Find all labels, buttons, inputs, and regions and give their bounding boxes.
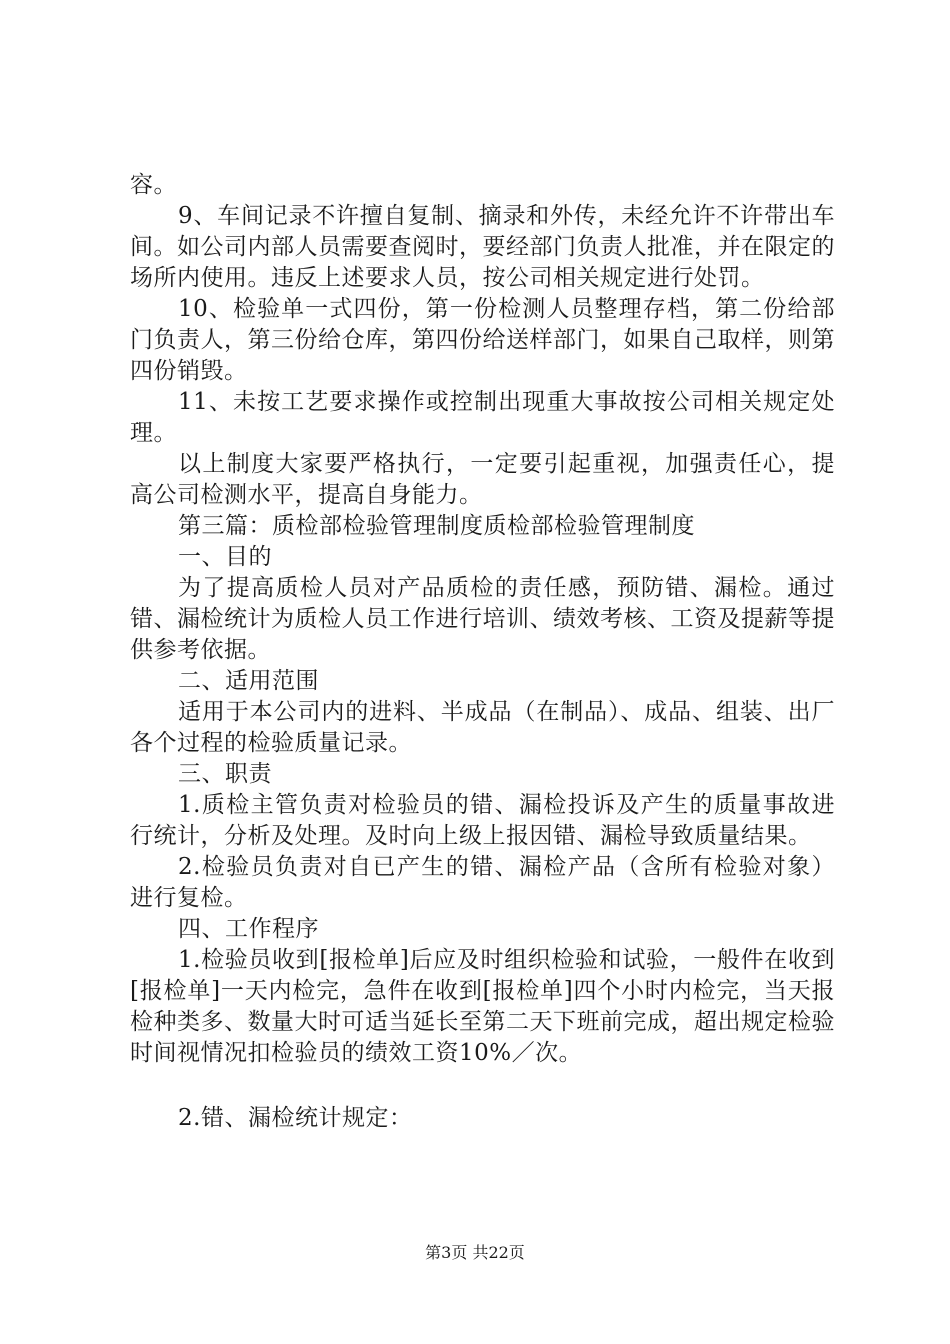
section-title: 第三篇：质检部检验管理制度质检部检验管理制度	[178, 513, 695, 539]
paragraph-purpose: 为了提高质检人员对产品质检的责任感，预防错、漏检。通过错、漏检统计为质检人员工作进行培训、绩效考核、工资及提薪等提供参考依据。	[130, 575, 835, 663]
paragraph-item-11: 11、未按工艺要求操作或控制出现重大事故按公司相关规定处理。	[130, 389, 835, 446]
page-number-footer: 第3页 共22页	[425, 1243, 525, 1262]
heading-scope: 二、适用范围	[178, 668, 319, 694]
paragraph-scope: 适用于本公司内的进料、半成品（在制品）、成品、组装、出厂各个过程的检验质量记录。	[130, 699, 835, 756]
paragraph-procedure-2: 2.错、漏检统计规定：	[178, 1105, 413, 1131]
paragraph-procedure-1: 1.检验员收到[报检单]后应及时组织检验和试验，一般件在收到[报检单]一天内检完，急件在收到[报检单]四个小时内检完，当天报检种类多、数量大时可适当延长至第二天下班前完成，超出规定检验时间视情况扣检验员的绩效工资10%／次。	[130, 947, 835, 1066]
paragraph-item-10: 10、检验单一式四份，第一份检测人员整理存档，第二份给部门负责人，第三份给仓库，第四份给送样部门，如果自己取样，则第四份销毁。	[130, 296, 835, 384]
paragraph-fragment: 容。	[130, 172, 177, 198]
document-body	[130, 170, 835, 1134]
heading-duties: 三、职责	[178, 761, 272, 787]
paragraph-conclusion: 以上制度大家要严格执行，一定要引起重视，加强责任心，提高公司检测水平，提高自身能力。	[130, 451, 835, 508]
heading-purpose: 一、目的	[178, 544, 272, 570]
paragraph-duty-2: 2.检验员负责对自已产生的错、漏检产品（含所有检验对象）进行复检。	[130, 854, 835, 911]
paragraph-item-9: 9、车间记录不许擅自复制、摘录和外传，未经允许不许带出车间。如公司内部人员需要查阅时，要经部门负责人批准，并在限定的场所内使用。违反上述要求人员，按公司相关规定进行处罚。	[130, 203, 835, 291]
paragraph-duty-1: 1.质检主管负责对检验员的错、漏检投诉及产生的质量事故进行统计，分析及处理。及时向上级上报因错、漏检导致质量结果。	[130, 792, 835, 849]
heading-procedure: 四、工作程序	[178, 916, 319, 942]
